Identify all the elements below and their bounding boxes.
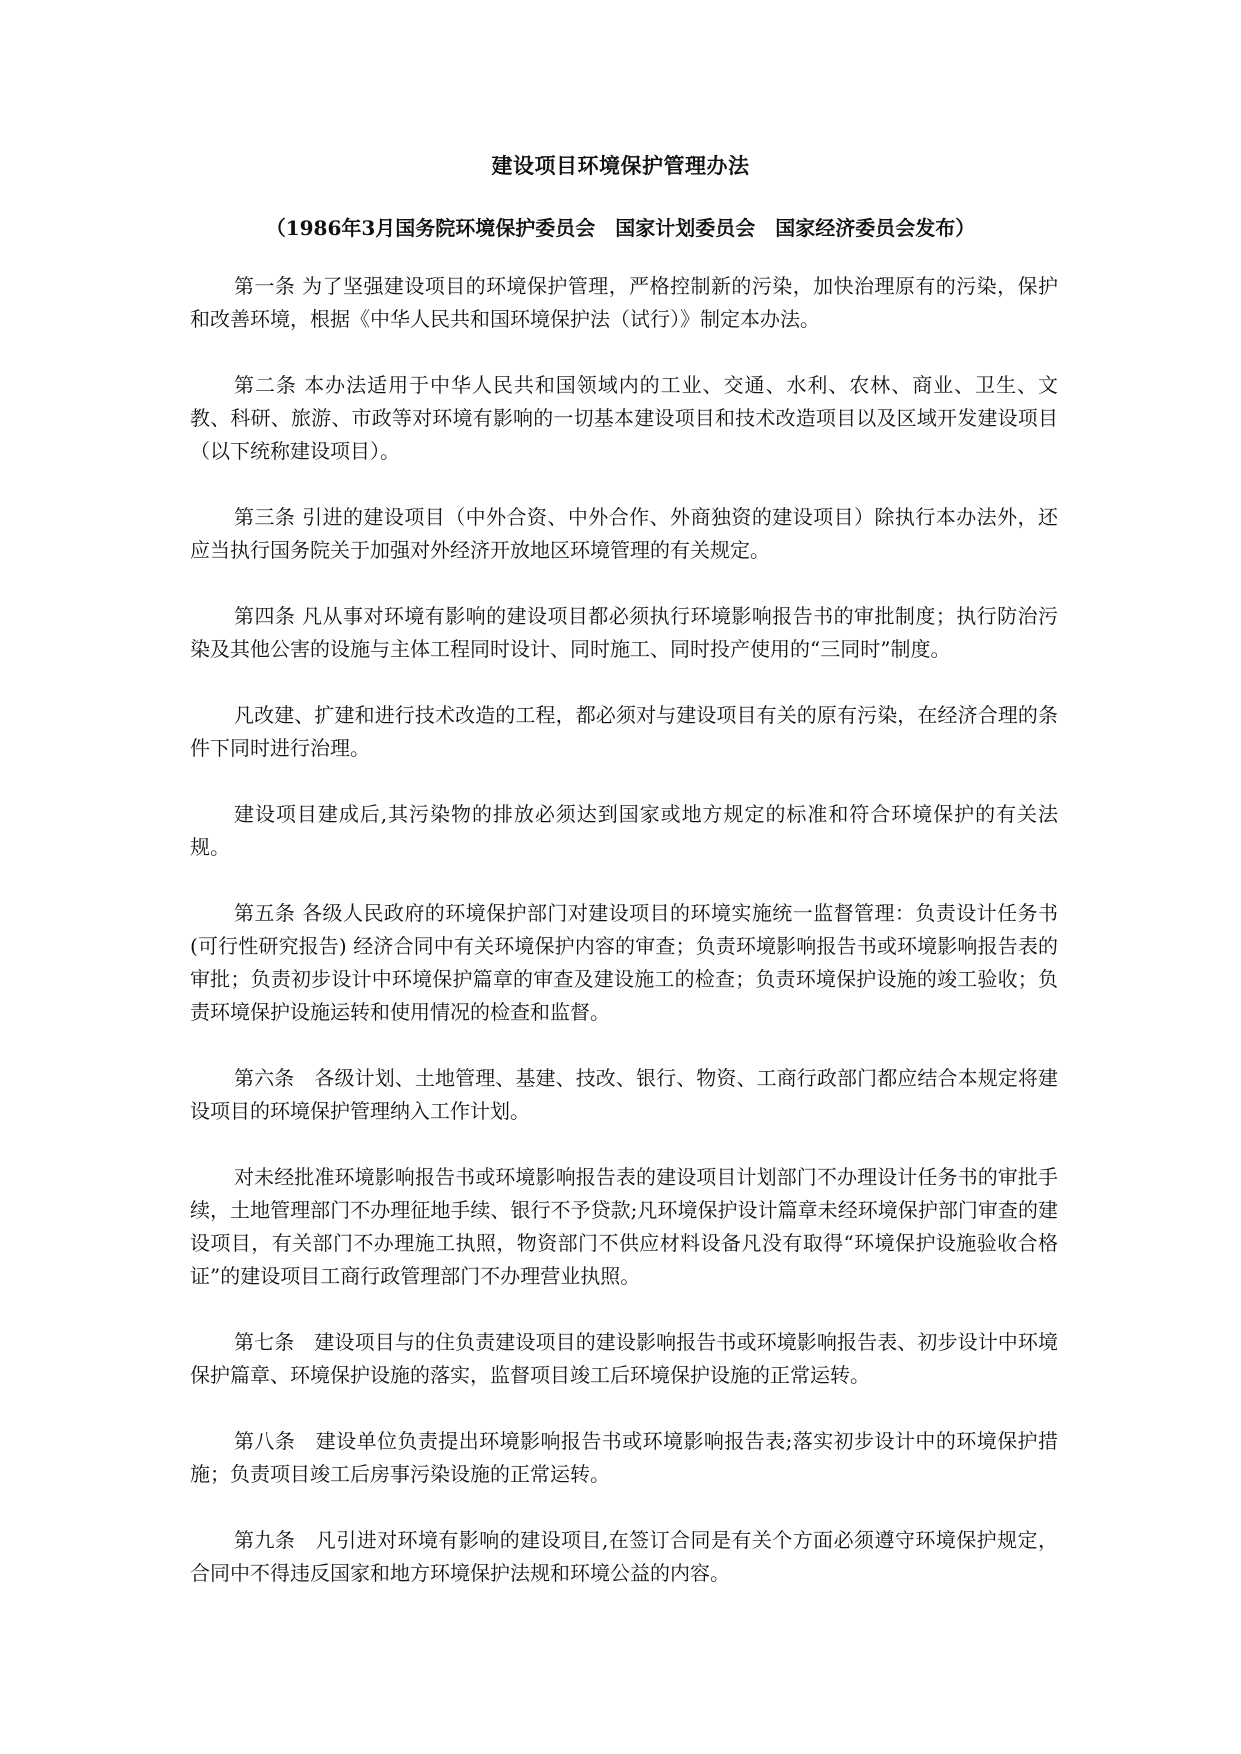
article-5-paragraph: 第五条 各级人民政府的环境保护部门对建设项目的环境实施统一监督管理：负责设计任务书(可行性研究报告) 经济合同中有关环境保护内容的审查；负责环境影响报告书或环境影响报告表的审批；负责初步设计中环境保护篇章的审查及建设施工的检查；负责环境保护设施的竣工验收；负责环境保护设施运转和使用情况的检查和监督。: [190, 901, 1058, 1024]
article-8-paragraph: 第八条 建设单位负责提出环境影响报告书或环境影响报告表;落实初步设计中的环境保护措施；负责项目竣工后房事污染设施的正常运转。: [190, 1429, 1058, 1486]
article-7-paragraph: 第七条 建设项目与的住负责建设项目的建设影响报告书或环境影响报告表、初步设计中环境保护篇章、环境保护设施的落实，监督项目竣工后环境保护设施的正常运转。: [190, 1330, 1058, 1387]
article-4-clause-2-paragraph: 凡改建、扩建和进行技术改造的工程，都必须对与建设项目有关的原有污染，在经济合理的条件下同时进行治理。: [190, 703, 1058, 760]
document-title: 建设项目环境保护管理办法: [491, 153, 750, 178]
document-body: [190, 270, 1058, 1623]
article-3-paragraph: 第三条 引进的建设项目（中外合资、中外合作、外商独资的建设项目）除执行本办法外，还应当执行国务院关于加强对外经济开放地区环境管理的有关规定。: [190, 505, 1058, 562]
article-6-clause-2-paragraph: 对未经批准环境影响报告书或环境影响报告表的建设项目计划部门不办理设计任务书的审批手续，土地管理部门不办理征地手续、银行不予贷款;凡环境保护设计篇章未经环境保护部门审查的建设项目，有关部门不办理施工执照，物资部门不供应材料设备凡没有取得“环境保护设施验收合格证”的建设项目工商行政管理部门不办理营业执照。: [190, 1165, 1058, 1288]
article-6-paragraph: 第六条 各级计划、土地管理、基建、技改、银行、物资、工商行政部门都应结合本规定将建设项目的环境保护管理纳入工作计划。: [190, 1066, 1058, 1123]
article-4-clause-3-paragraph: 建设项目建成后,其污染物的排放必须达到国家或地方规定的标准和符合环境保护的有关法规。: [190, 802, 1058, 859]
article-1-paragraph: 第一条 为了坚强建设项目的环境保护管理，严格控制新的污染，加快治理原有的污染，保护和改善环境，根据《中华人民共和国环境保护法（试行）》制定本办法。: [190, 274, 1058, 331]
document-subtitle: （1986年3月国务院环境保护委员会 国家计划委员会 国家经济委员会发布）: [265, 216, 976, 240]
article-2-paragraph: 第二条 本办法适用于中华人民共和国领域内的工业、交通、水利、农林、商业、卫生、文教、科研、旅游、市政等对环境有影响的一切基本建设项目和技术改造项目以及区域开发建设项目（以下统称建设项目）。: [190, 373, 1058, 463]
article-4-paragraph: 第四条 凡从事对环境有影响的建设项目都必须执行环境影响报告书的审批制度；执行防治污染及其他公害的设施与主体工程同时设计、同时施工、同时投产使用的“三同时”制度。: [190, 604, 1058, 661]
article-9-paragraph: 第九条 凡引进对环境有影响的建设项目,在签订合同是有关个方面必须遵守环境保护规定，合同中不得违反国家和地方环境保护法规和环境公益的内容。: [190, 1528, 1058, 1585]
